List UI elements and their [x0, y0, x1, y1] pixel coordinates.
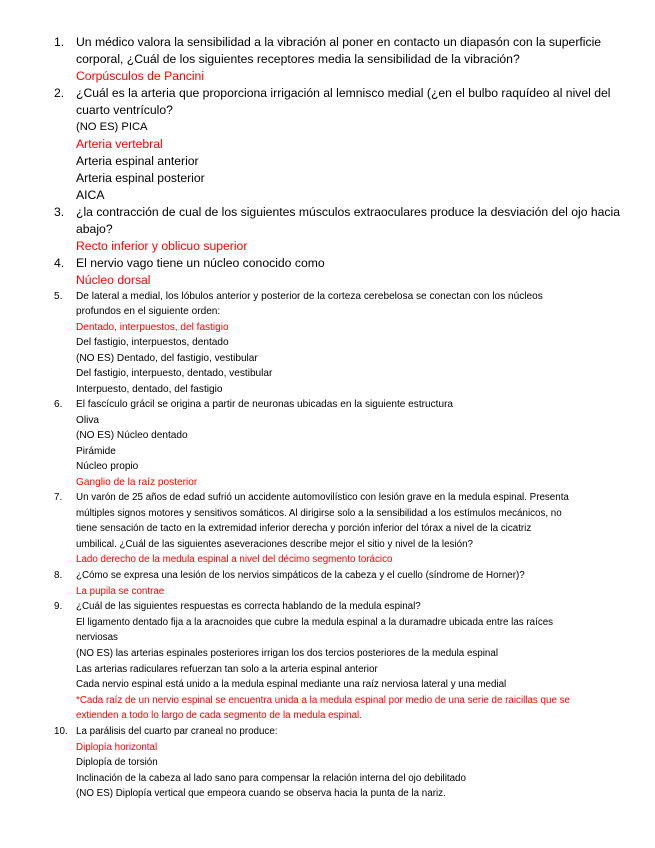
answer-option: Inclinación de la cabeza al lado sano para compensar la relación interna del ojo debilitado — [76, 772, 466, 784]
answer-option: Diplopía de torsión — [76, 757, 158, 769]
question-7 — [0, 490, 621, 568]
answer-option: (NO ES) Núcleo dentado — [76, 430, 188, 441]
answer-correct: *Cada raíz de un nervio espinal se encuentra unida a la medula espinal por medio de una serie de raicillas que se — [76, 694, 570, 706]
answer-correct: Arteria vertebral — [76, 136, 163, 151]
question-10 — [0, 724, 621, 802]
answer-option: Del fastigio, interpuesto, dentado, vestibular — [76, 368, 273, 379]
question-number: 7. — [54, 492, 63, 503]
question-text: ¿Cuál es la arteria que proporciona irrigación al lemnisco medial (¿en el bulbo raquídeo al nivel del — [76, 86, 611, 100]
answer-option: (NO ES) Diplopía vertical que empeora cuando se observa hacia la punta de la nariz. — [76, 788, 446, 800]
answer-correct: Corpúsculos de Pancini — [76, 69, 205, 83]
question-9 — [0, 599, 621, 724]
question-text: Un médico valora la sensibilidad a la vibración al poner en contacto un diapasón con la superficie — [76, 35, 602, 49]
question-text: ¿Cuál de las siguientes respuestas es correcta hablando de la medula espinal? — [76, 601, 421, 613]
answer-correct: extienden a todo lo largo de cada segmento de la medula espinal. — [76, 710, 362, 722]
answer-option: Arteria espinal anterior — [76, 153, 199, 168]
question-5 — [0, 289, 621, 398]
question-text: cuarto ventrículo? — [76, 103, 173, 117]
answer-option: Cada nervio espinal está unido a la medula espinal mediante una raíz nerviosa lateral y una medial — [76, 679, 507, 691]
answer-option: Las arterias radiculares refuerzan tan solo a la arteria espinal anterior — [76, 663, 378, 675]
answer-option: El ligamento dentado fija a la aracnoides que cubre la medula espinal a la duramadre ubicada entre las raíces — [76, 616, 554, 628]
question-2 — [0, 85, 621, 204]
answer-option: nerviosas — [76, 632, 118, 644]
question-text: Un varón de 25 años de edad sufrió un accidente automovilístico con lesión grave en la medula espinal. Presenta — [76, 492, 569, 503]
question-number: 4. — [54, 255, 65, 270]
question-number: 5. — [54, 290, 63, 302]
answer-option: AICA — [76, 187, 105, 202]
question-number: 2. — [54, 86, 65, 100]
document-page — [0, 34, 655, 802]
answer-option: Del fastigio, interpuestos, dentado — [76, 337, 229, 348]
question-6 — [0, 397, 621, 490]
question-text: corporal, ¿Cuál de los siguientes receptores media la sensibilidad de la vibración? — [76, 52, 520, 66]
answer-option: Pirámide — [76, 445, 116, 457]
question-number: 6. — [54, 399, 63, 410]
question-number: 1. — [54, 35, 65, 49]
question-number: 3. — [54, 204, 65, 219]
question-text: De lateral a medial, los lóbulos anterior y posterior de la corteza cerebelosa se conectan con los núcleos — [76, 290, 543, 302]
question-text: tiene sensación de tacto en la extremidad inferior derecha y porción inferior del tórax a nivel de la cicatriz — [76, 523, 532, 535]
question-3 — [0, 204, 621, 255]
question-text: El fascículo grácil se origina a partir de neuronas ubicadas en la siguiente estructura — [76, 399, 454, 410]
question-text: ¿la contracción de cual de los siguientes músculos extraoculares produce la desviación del ojo hacia — [76, 204, 621, 219]
answer-correct: Recto inferior y oblicuo superior — [76, 238, 248, 253]
answer-option: Arteria espinal posterior — [76, 170, 205, 185]
question-1 — [0, 34, 621, 85]
question-text: profundos en el siguiente orden: — [76, 306, 221, 317]
question-number: 10. — [54, 725, 68, 737]
answer-correct: Ganglio de la raíz posterior — [76, 476, 198, 488]
answer-option: Oliva — [76, 414, 99, 426]
question-text: La parálisis del cuarto par craneal no produce: — [76, 725, 278, 737]
answer-option: Núcleo propio — [76, 461, 139, 472]
question-text: El nervio vago tiene un núcleo conocido como — [76, 255, 325, 270]
question-number: 9. — [54, 601, 63, 613]
question-8 — [0, 568, 621, 599]
question-text: múltiples signos motores y sensitivos somáticos. Al dirigirse solo a la sensibilidad a los estímulos mecánicos, no — [76, 507, 562, 519]
answer-correct: Dentado, interpuestos, del fastigio — [76, 321, 229, 333]
answer-option: Interpuesto, dentado, del fastigio — [76, 383, 223, 395]
question-text: abajo? — [76, 221, 113, 236]
answer-option: (NO ES) Dentado, del fastigio, vestibular — [76, 352, 258, 364]
answer-option: (NO ES) las arterias espinales posteriores irrigan los dos tercios posteriores de la medula espinal — [76, 647, 499, 659]
answer-option: (NO ES) PICA — [76, 121, 148, 133]
answer-correct: Diplopía horizontal — [76, 741, 158, 753]
answer-correct: Lado derecho de la medula espinal a nivel del décimo segmento torácico — [76, 554, 393, 566]
question-4 — [0, 255, 621, 289]
question-text: ¿Cómo se expresa una lesión de los nervios simpáticos de la cabeza y el cuello (síndrome de Horner)? — [76, 569, 525, 581]
question-number: 8. — [54, 569, 63, 581]
answer-correct: La pupila se contrae — [76, 585, 165, 597]
question-text: umbilical. ¿Cuál de las siguientes aseveraciones describe mejor el sitio y nivel de la lesión? — [76, 538, 473, 550]
answer-correct: Núcleo dorsal — [76, 272, 151, 287]
